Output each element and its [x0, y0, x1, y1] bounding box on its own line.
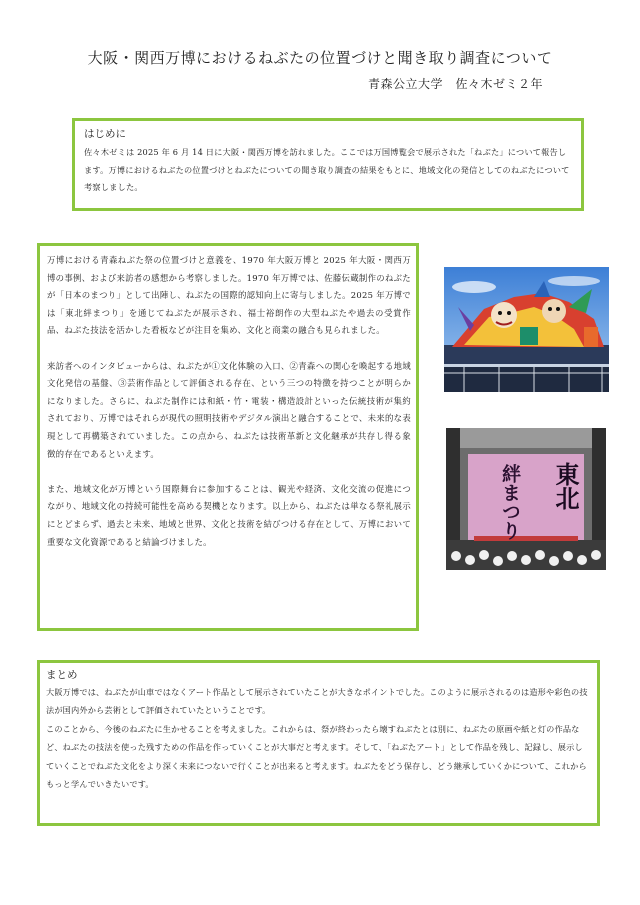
report-paragraph-1970-2025: 万博における青森ねぶた祭の位置づけと意義を、1970 年大阪万博と 2025 年大阪・関西万博の事例、および来訪者の感想から考察しました。1970 年万博では、佐藤伝蔵制作のねぶたが「日本のまつり」として出陣し、ねぶたの国際的認知向上に寄与しました。2025 年万博では「東北絆まつり」を通じてねぶたが展示され、福士裕朗作の大型ねぶたや過去の受賞作品、ねぶた技法を活かした看板などが注目を集め、文化と商業の融合も見られました。: [47, 255, 411, 336]
summary-paragraph-1: 大阪万博では、ねぶたが山車ではなくアート作品として展示されていたことが大きなポイントでした。このように展示されるのは造形や彩色の技法が国内外から芸術として評価されていたということです。: [46, 687, 588, 716]
screen-text-right: 東北: [551, 462, 580, 510]
author-line: 青森公立大学 佐々木ゼミ２年: [367, 77, 543, 91]
event-screen-photo: [446, 428, 606, 570]
screen-text-left: 絆まつり: [499, 464, 521, 540]
event-screen-image: [446, 428, 606, 570]
main-report-box: [37, 243, 419, 631]
report-paragraph-conclusion: また、地域文化が万博という国際舞台に参加することは、観光や経済、文化交流の促進につながり、地域文化の持続可能性を高める契機となります。以上から、ねぶたは単なる祭礼展示にとどまらず、過去と未来、地域と世界、文化と技術を結びつける存在として、万博において重要な文化資源であると結論づけました。: [47, 483, 411, 547]
intro-box: [72, 118, 584, 211]
page-title: 大阪・関西万博におけるねぶたの位置づけと聞き取り調査について: [87, 49, 553, 67]
summary-heading: まとめ: [46, 669, 78, 681]
summary-paragraph-2: このことから、今後のねぶたに生かせることを考えました。これからは、祭が終わったら壊すねぶたとは別に、ねぶたの原画や紙と灯の作品など、ねぶたの技法を使った残すための作品を作っていくことが大事だと考えます。そして、「ねぶたアート」として作品を残し、記録し、展示していくことでねぶた文化をより深く未来につないで行くことが出来ると考えます。ねぶたをどう保存し、どう継承していくかについて、これからもっと学んでいきたいです。: [46, 723, 587, 790]
nebuta-float-image: [444, 267, 609, 392]
summary-box: [37, 660, 600, 826]
intro-text: 佐々木ゼミは 2025 年 6 月 14 日に大阪・関西万博を訪れました。ここでは万国博覧会で展示された「ねぶた」について報告します。万博におけるねぶたの位置づけとねぶたについての聞き取り調査の結果をもとに、地域文化の発信としてのねぶたについて考察しました。: [84, 147, 570, 192]
report-paragraph-interview: 来訪者へのインタビューからは、ねぶたが①文化体験の入口、②青森への関心を喚起する地域文化発信の基盤、③芸術作品として評価される存在、という三つの特徴を持つことが明らかになりました。さらに、ねぶた制作には和紙・竹・電装・構造設計といった伝統技術が集約されており、万博ではそれらが現代の照明技術やデジタル演出と融合することで、未来的な表現として再構築されていました。この点から、ねぶたは技術革新と文化継承が共存し得る象徴的存在であるといえます。: [47, 360, 412, 459]
intro-heading: はじめに: [84, 128, 126, 140]
nebuta-float-photo: [444, 267, 609, 392]
